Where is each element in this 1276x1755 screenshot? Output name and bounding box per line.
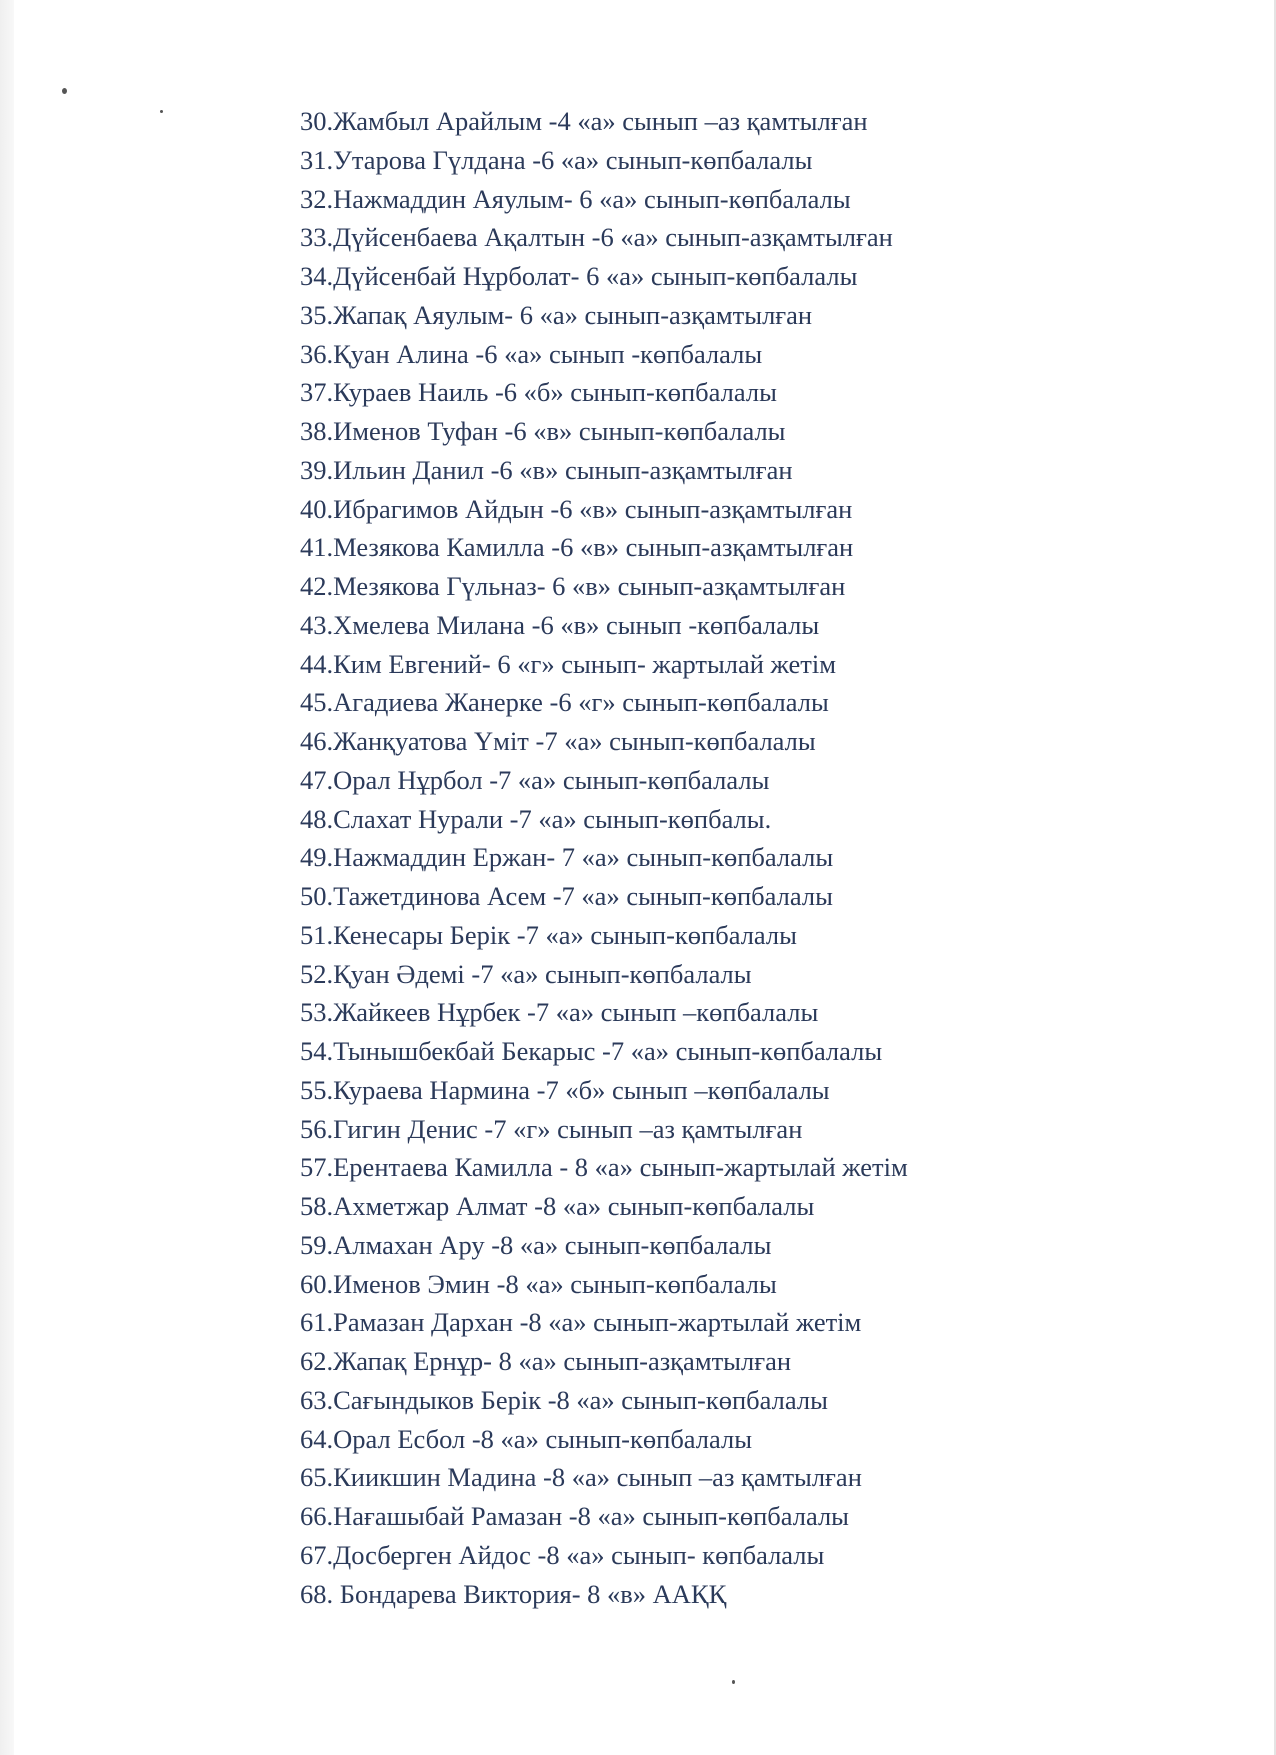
list-item: 58.Ахметжар Алмат -8 «а» сынып-көпбалалы: [300, 1191, 815, 1221]
list-item: 30.Жамбыл Арайлым -4 «а» сынып –аз қамтылған: [300, 106, 868, 136]
list-item: 55.Кураева Нармина -7 «б» сынып –көпбалалы: [300, 1074, 830, 1105]
list-item: 37.Кураев Наиль -6 «б» сынып-көпбалалы: [300, 377, 777, 408]
list-item: 49.Нажмаддин Ержан- 7 «а» сынып-көпбалалы: [300, 842, 834, 873]
list-item: 46.Жанқуатова Үміт -7 «а» сынып-көпбалалы: [300, 726, 816, 756]
list-item: 54.Тынышбекбай Бекарыс -7 «а» сынып-көпбалалы: [300, 1036, 883, 1066]
list-item: 35.Жапақ Аяулым- 6 «а» сынып-азқамтылған: [300, 299, 813, 330]
scan-speck: [160, 110, 163, 113]
list-item: 66.Нағашыбай Рамазан -8 «а» сынып-көпбалалы: [300, 1501, 849, 1531]
scan-speck: [62, 88, 67, 94]
scanned-page: [14, 0, 1276, 1755]
list-item: 42.Мезякова Гүльназ- 6 «в» сынып-азқамтылған: [300, 571, 846, 601]
list-item: 32.Нажмаддин Аяулым- 6 «а» сынып-көпбалалы: [300, 183, 851, 214]
list-item: 44.Ким Евгений- 6 «г» сынып- жартылай жетім: [300, 648, 836, 679]
list-item: 34.Дүйсенбай Нұрболат- 6 «а» сынып-көпбалалы: [300, 261, 858, 291]
list-item: 50.Тажетдинова Асем -7 «а» сынып-көпбалалы: [300, 881, 833, 911]
list-item: 65.Киикшин Мадина -8 «а» сынып –аз қамтылған: [300, 1462, 862, 1493]
list-item: 51.Кенесары Берік -7 «а» сынып-көпбалалы: [300, 919, 797, 950]
list-item: 63.Сағындыков Берік -8 «а» сынып-көпбалалы: [300, 1384, 828, 1415]
list-item: 31.Утарова Гүлдана -6 «а» сынып-көпбалалы: [300, 144, 813, 175]
scan-speck: [732, 1680, 735, 1684]
list-item: 40.Ибрагимов Айдын -6 «в» сынып-азқамтылған: [300, 493, 853, 524]
list-item: 52.Қуан Әдемі -7 «а» сынып-көпбалалы: [300, 958, 752, 989]
list-item: 60.Именов Эмин -8 «а» сынып-көпбалалы: [300, 1268, 777, 1299]
list-item: 39.Ильин Данил -6 «в» сынып-азқамтылған: [300, 454, 793, 485]
scan-left-edge: [0, 0, 14, 1755]
student-list: [300, 102, 908, 1613]
list-item: 56.Гигин Денис -7 «г» сынып –аз қамтылған: [300, 1113, 803, 1144]
list-item: 36.Қуан Алина -6 «а» сынып -көпбалалы: [300, 338, 763, 369]
list-item: 53.Жайкеев Нұрбек -7 «а» сынып –көпбалалы: [300, 997, 819, 1028]
list-item: 43.Хмелева Милана -6 «в» сынып -көпбалалы: [300, 609, 820, 640]
list-item: 62.Жапақ Ернұр- 8 «а» сынып-азқамтылған: [300, 1346, 792, 1376]
list-item: 68. Бондарева Виктория- 8 «в» ААҚҚ: [300, 1578, 727, 1609]
list-item: 33.Дүйсенбаева Ақалтын -6 «а» сынып-азқамтылған: [300, 222, 893, 253]
list-item: 45.Агадиева Жанерке -6 «г» сынып-көпбалалы: [300, 687, 829, 718]
list-item: 64.Орал Есбол -8 «а» сынып-көпбалалы: [300, 1423, 753, 1454]
list-item: 59.Алмахан Ару -8 «а» сынып-көпбалалы: [300, 1229, 772, 1260]
list-item: 67.Досберген Айдос -8 «а» сынып- көпбалалы: [300, 1539, 825, 1570]
list-item: 61.Рамазан Дархан -8 «а» сынып-жартылай жетім: [300, 1307, 862, 1338]
list-item: 47.Орал Нұрбол -7 «а» сынып-көпбалалы: [300, 764, 770, 795]
list-item: 57.Ерентаева Камилла - 8 «а» сынып-жартылай жетім: [300, 1152, 908, 1183]
list-item: 41.Мезякова Камилла -6 «в» сынып-азқамтылған: [300, 532, 854, 563]
list-item: 48.Слахат Нурали -7 «а» сынып-көпбалы.: [300, 803, 772, 834]
list-item: 38.Именов Туфан -6 «в» сынып-көпбалалы: [300, 416, 786, 446]
